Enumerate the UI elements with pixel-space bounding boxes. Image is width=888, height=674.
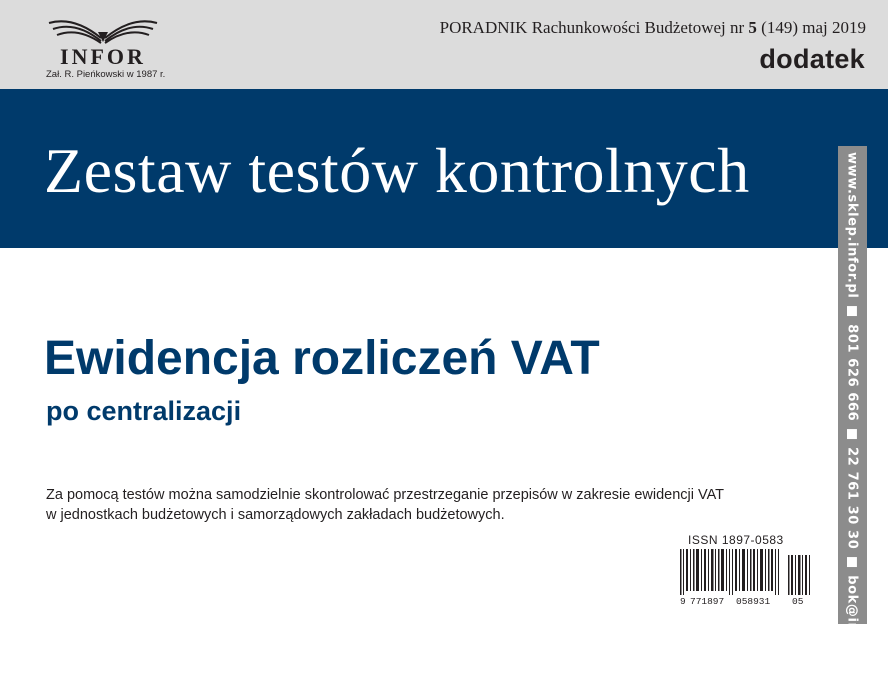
issn-label: ISSN 1897-0583	[688, 533, 784, 547]
logo-wordmark: INFOR	[60, 44, 146, 69]
description	[46, 485, 766, 525]
description-line: w jednostkach budżetowych i samorządowych zakładach budżetowych.	[46, 507, 505, 523]
supplement-badge: dodatek	[759, 44, 865, 74]
issue-nr-label: nr	[730, 18, 745, 37]
barcode-digits-right: 058931	[736, 596, 771, 607]
issue-sequence: (149)	[761, 18, 798, 37]
banner-title: Zestaw testów kontrolnych	[44, 135, 750, 206]
publication-name: PORADNIK Rachunkowości Budżetowej	[439, 18, 726, 37]
barcode-digits-lead: 9	[680, 596, 686, 607]
contact-info-text: www.sklep.infor.pl ■ 801 626 666 ■ 22 761 30 30 ■ bok@infor.pl	[844, 152, 860, 674]
publication-masthead	[440, 18, 866, 38]
main-subtitle: po centralizacji	[46, 396, 242, 426]
description-line: Za pomocą testów można samodzielnie skontrolować przestrzeganie przepisów w zakresie ewidencji VAT	[46, 487, 725, 503]
infor-logo	[44, 14, 169, 84]
main-title: Ewidencja rozliczeń VAT	[44, 332, 600, 385]
barcode-digits-left: 771897	[690, 596, 725, 607]
issue-number: 5	[748, 18, 757, 37]
barcode-icon	[680, 549, 811, 595]
issue-date: maj 2019	[802, 18, 866, 37]
logo-tagline: Zał. R. Pieńkowski w 1987 r.	[46, 69, 166, 80]
logo-emblem-icon	[44, 14, 162, 44]
barcode-digits-addon: 05	[792, 596, 804, 607]
